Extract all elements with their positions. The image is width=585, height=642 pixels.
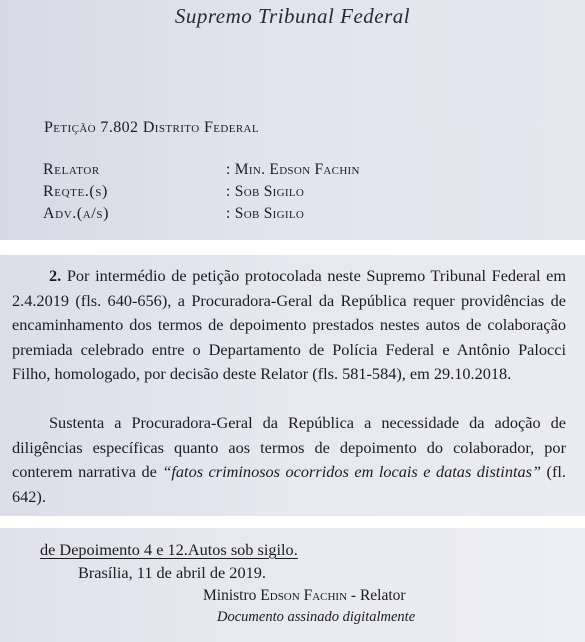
signer-prefix: Ministro: [203, 587, 257, 604]
document-header-section: [0, 0, 585, 240]
petitioner-label: Reqte.(s): [43, 183, 108, 200]
case-title: Petição 7.802 Distrito Federal: [44, 119, 260, 136]
paragraph-petition: [12, 264, 566, 387]
paragraph-argument-text: Sustenta a Procuradora-Geral da República a necessidade da adoção de diligências específicas quanto aos termos de depoimento do colaborador, por conterem narrativa de: [12, 413, 566, 481]
tail-line: de Depoimento 4 e 12.Autos sob sigilo.: [40, 540, 298, 559]
place-date: Brasília, 11 de abril de 2019.: [78, 563, 266, 582]
paragraph-argument: [12, 411, 566, 509]
digital-signature-note: Documento assinado digitalmente: [217, 609, 416, 625]
lawyer-label: Adv.(a/s): [43, 205, 110, 222]
document-footer-section: [0, 528, 585, 642]
folio-reference: (fl. 642).: [12, 462, 566, 506]
rapporteur-label: Relator: [43, 161, 100, 178]
quoted-narrative: “fatos criminosos ocorridos em locais e datas distintas”: [162, 462, 542, 481]
signer-name: Edson Fachin: [260, 587, 348, 604]
paragraph-petition-text: Por intermédio de petição protocolada neste Supremo Tribunal Federal em 2.4.2019 (fls. 640-656), a Procuradora-Geral da República requer providências de encaminhamento dos termos de depoimento prestados nestes autos de colaboração premiada celebrado entre o Departamento de Polícia Federal e Antônio Palocci Filho, homologado, por decisão deste Relator (fls. 581-584), em 29.10.2018.: [12, 266, 566, 383]
document-body-section: [0, 255, 585, 516]
paragraph-number: 2.: [49, 266, 62, 285]
petitioner-value: : Sob Sigilo: [226, 183, 305, 200]
signer-line: [203, 587, 406, 605]
court-name: Supremo Tribunal Federal: [174, 4, 411, 28]
rapporteur-value: : Min. Edson Fachin: [226, 161, 360, 178]
lawyer-value: : Sob Sigilo: [226, 205, 305, 222]
signer-suffix: - Relator: [350, 587, 406, 604]
